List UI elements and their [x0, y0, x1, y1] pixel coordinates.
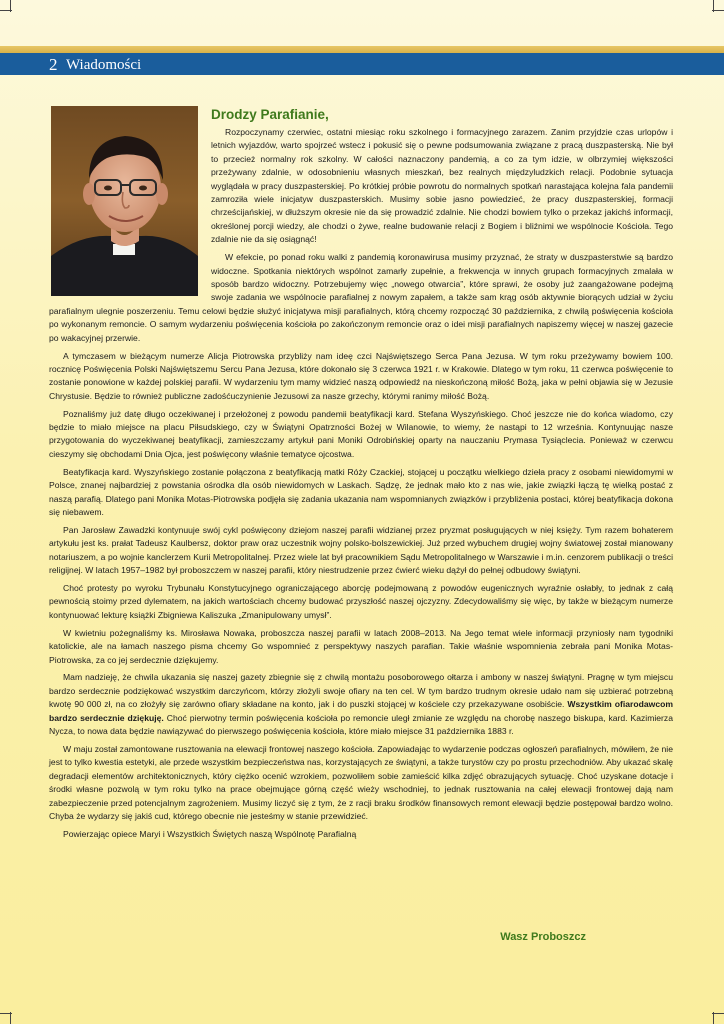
crop-mark — [0, 1013, 12, 1014]
letter-paragraph: A tymczasem w bieżącym numerze Alicja Piotrowska przybliży nam ideę czci Najświętszego Serca Pana Jezusa. W tym roku przeżywamy bowiem 100. rocznicę Poświęcenia Polski Najświętszemu Sercu Pana Jezusa, które dokonało się 3 czerwca 1921 r. w Krakowie. Dlatego w tym roku, 11 czerwca poświęcenie to zostanie ponowione w każdej polskiej parafii. W wydarzeniu tym mamy widzieć naszą odpowiedź na nieskończoną miłość Bożą, jaka w pełni objawia się w Jezusie Chrystusie. Będzie to również publiczne zadośćuczynienie Jezusowi za nasze grzechy, którymi ranimy miłość Bożą. — [49, 350, 673, 401]
letter-paragraph: Choć protesty po wyroku Trybunału Konstytucyjnego ograniczającego aborcję podejmowaną z powodów eugenicznych wyraźnie osłabły, to jednak z całą pewnością stoimy przed dylematem, na jakich wartościach chcemy budować przyszłość naszej ojczyzny. Zdecydowaliśmy się więc, by także w bieżącym numerze kontynuować lekturę książki Zbigniewa Kaliszuka „Zmanipulowany umysł”. — [49, 583, 673, 620]
letter-paragraph: Beatyfikacja kard. Wyszyńskiego zostanie połączona z beatyfikacją matki Róży Czackiej, stojącej u początku wielkiego dzieła pracy z osobami niewidomymi w Polsce, znanej najbardziej z powstania ośrodka dla osób niewidomych w Laskach. Sądzę, że jednak mało kto z nas wie, jakie związki łączą tę wielką postać z naszą parafią. Dlatego pani Monika Motas-Piotrowska podjęła się zadania ukazania nam wspomnianych związków i przybliżenia postaci, której beatyfikacja dokona się niebawem. — [49, 466, 673, 517]
crop-mark — [712, 1013, 724, 1014]
letter-paragraph: W maju został zamontowane rusztowania na elewacji frontowej naszego kościoła. Zapowiadając to wydarzenie podczas ogłoszeń parafialnych, mówiłem, że nie jest to tylko kwestia estetyki, ale przede wszystkim bezpieczeństwa nas, korzystających ze świątyni, a także turystów czy po prostu przechodniów. Aby ukazać skalę degradacji elementów architektonicznych, który ciężko ocenić wzrokiem, pozwoliłem sobie zamieścić kilka zdjęć obrazujących sytuację. Choć uzyskane dotacje i środki własne pozwolą w tym roku tylko na prace obejmujące górną część wieży wschodniej, to jednak rusztowania na całej elewacji frontowej dają nam zabezpieczenie przed potencjalnym zagrożeniem. Musimy liczyć się z tym, że z racji braku środków finansowych remont elewacji będzie postępował bardzo wolno. Chyba że wydarzy się jakiś cud, którego obecnie nie jesteśmy w stanie przewidzieć. — [49, 743, 673, 821]
page-number: 2 — [49, 55, 58, 74]
thanks-text-before: Mam nadzieję, że chwila ukazania się naszej gazety zbiegnie się z chwilą montażu posoborowego ołtarza i ambony w naszej świątyni. Pragnę w tym miejscu bardzo serdecznie podziękować wszystkim darczyńcom, którzy złożyli swoje ofiary na ten cel. W tym bardzo trudnym okresie udało nam się uzbierać potrzebną kwotę 90 000 zł, na co złożyły się zarówno ofiary składane na konto, jak i do puszki stojącej w kościele czy przekazywane osobiście. — [49, 672, 673, 710]
thanks-text-after: Choć pierwotny termin poświęcenia kościoła po remoncie uległ zmianie ze względu na chorobę naszego biskupa, kard. Kazimierza Nycza, to nowa data będzie nawiązywać do pierwszego poświęcenia kościoła, które miało miejsce 31 października 1883 r. — [49, 712, 673, 737]
crop-mark — [712, 10, 724, 11]
letter-paragraph: Pan Jarosław Zawadzki kontynuuje swój cykl poświęcony dziejom naszej parafii widzianej przez pryzmat posługujących w niej księży. Tym razem bohaterem artykułu jest ks. prałat Tadeusz Kaulbersz, doktor praw oraz uczestnik wojny polsko-bolszewickiej. Już przed wybuchem drugiej wojny światowej został mianowany notariuszem, a po wojnie kanclerzem Kurii Metropolitalnej. Przez wiele lat był pracownikiem Sądu Metropolitalnego w Warszawie i m.in. cenzorem publikacji o treści religijnej. W latach 1957–1982 był proboszczem w naszej parafii, który niestrudzenie przez ćwierć wieku dążył do pełnej odbudowy świątyni. — [49, 524, 673, 576]
letter-greeting: Drodzy Parafianie, — [211, 107, 329, 122]
letter-body — [49, 106, 673, 846]
letter-paragraph: W kwietniu pożegnaliśmy ks. Mirosława Nowaka, proboszcza naszej parafii w latach 2008–2013. Na Jego temat wiele informacji przyniosły nam tygodniki katolickie, ale na łamach naszego pisma chcemy Go wspomnieć z perspektywy naszych parafian. Takie właśnie wspomnienia zebrała pani Monika Motas-Piotrowska, za co jej serdecznie dziękujemy. — [49, 627, 673, 665]
letter-signature: Wasz Proboszcz — [500, 931, 586, 943]
letter-paragraph-thanks — [49, 671, 673, 738]
letter-closing: Powierzając opiece Maryi i Wszystkich Świętych naszą Wspólnotę Parafialną — [63, 828, 357, 839]
portrait-spacer — [49, 106, 211, 302]
header-accent-stripe — [0, 46, 724, 53]
section-title: Wiadomości — [66, 57, 142, 73]
letter-paragraph: Poznaliśmy już datę długo oczekiwanej i przełożonej z powodu pandemii beatyfikacji kard. Stefana Wyszyńskiego. Choć jeszcze nie do końca wiadomo, czy będzie to miało miejsce na placu Piłsudskiego, czy w Świątyni Opatrzności Bożej w Wilanowie, to wiemy, że nastąpi to 12 września. Kontynuując nasze przygotowania do wyczekiwanej beatyfikacji, zamieszczamy artykuł pani Moniki Odrobińskiej oparty na nauczaniu Prymasa Tysiąclecia. Ponieważ w czerwcu cieszymy się obchodami Dnia Ojca, jest poświęcony właśnie tematyce ojcostwa. — [49, 408, 673, 459]
letter-paragraph: W efekcie, po ponad roku walki z pandemią koronawirusa musimy przyznać, że straty w duszpasterstwie są bardzo widoczne. Spotkania niektórych wspólnot zamarły zupełnie, a frekwencja w innych grupach formacyjnych zmalała w sposób bardzo widoczny. Potrzebujemy więc „nowego otwarcia”, które sprawi, że osoby już zaangażowane podejmą swoje zadania we wspólnocie parafialnej z nowym zapałem, a także sam krąg osób aktywnie biorących udział w życiu parafialnym ulegnie poszerzeniu. Temu celowi będzie służyć inicjatywa misji parafialnych, którą chcemy rozpocząć 30 października, z chwilą poświęcenia kościoła po wykonanym remoncie. O samym wydarzeniu poświęcenia kościoła po zakończonym remoncie oraz o idei misji parafialnych napiszemy więcej w naszej gazecie po wakacyjnej przerwie. — [49, 252, 673, 343]
letter-paragraph: Rozpoczynamy czerwiec, ostatni miesiąc roku szkolnego i formacyjnego zarazem. Zanim przyjdzie czas urlopów i letnich wyjazdów, warto spojrzeć wstecz i pokusić się o pewne podsumowania związane z pracą duszpasterską. Nie był to przecież normalny rok szkolny. W całości naznaczony pandemią, a co za tym idzie, w olbrzymiej większości przeżywany zdalnie, w odosobnieniu własnych mieszkań, bez realnych międzyludzkich relacji. Podobnie sytuacja wyglądała w pracy duszpasterskiej. Po krótkiej próbie powrotu do normalnych spotkań narastająca kolejna fala pandemii zamroziła wiele inicjatyw duszpasterskich. Musimy sobie jasno powiedzieć, że pracy duszpasterskiej, formacji chrześcijańskiej, w dłuższym okresie nie da się prowadzić zdalnie. Nie chodzi bowiem tylko o przekaz jakichś informacji, określonej porcji wiedzy, ale chodzi o żywe, realne budowanie relacji z Bogiem i bliźnimi we wspólnocie Kościoła. Tego zdalnie nie da się osiągnąć! — [211, 127, 673, 245]
crop-mark — [0, 10, 12, 11]
thanks-bold-text: Wszystkim ofiarodawcom bardzo serdecznie dziękuję. — [49, 699, 673, 723]
